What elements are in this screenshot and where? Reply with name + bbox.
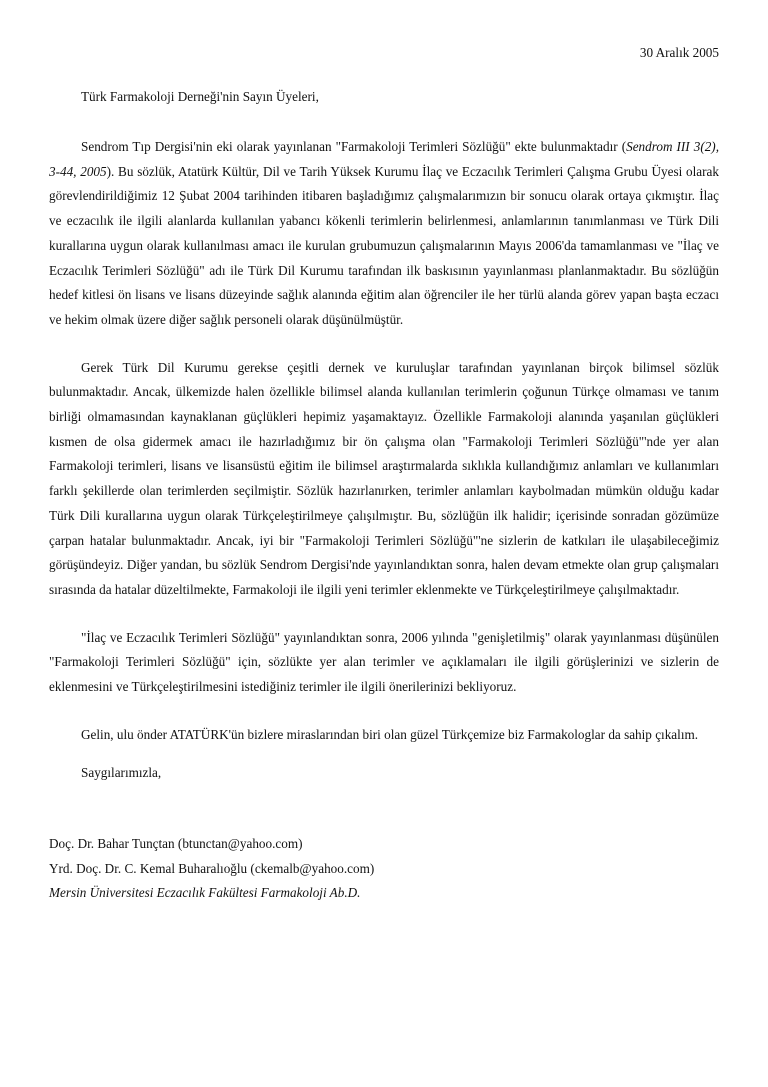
paragraph-1-text-a: Sendrom Tıp Dergisi'nin eki olarak yayınlanan "Farmakoloji Terimleri Sözlüğü" ekte bulunmaktadır ( xyxy=(81,139,627,154)
paragraph-1-text-b: ). Bu sözlük, Atatürk Kültür, Dil ve Tarih Yüksek Kurumu İlaç ve Eczacılık Terimleri Çalışma Grubu Üyesi olarak görevlendirildiğimiz 12 Şubat 2004 tarihinden itibaren başladığımız çalışmalarımızın bir sonucu olarak ortaya çıkmıştır. İlaç ve eczacılık ile ilgili alanlarda kullanılan yabancı kökenli terimlerin belirlenmesi, anlamlarının tanımlanması ve Türk Dili kurallarına uygun olarak kullanılması amacı ile kurulan grubumuzun çalışmalarının Mayıs 2006'da tamamlanması ve "İlaç ve Eczacılık Terimleri Sözlüğü" adı ile Türk Dil Kurumu tarafından ilk baskısının yayınlanması planlanmaktadır. Bu sözlüğün hedef kitlesi ön lisans ve lisans düzeyinde sağlık alanında eğitim alan öğrenciler ile her türlü alanda görev yapan başta eczacı ve hekim olmak üzere diğer sağlık personeli olarak düşünülmüştür. xyxy=(49,163,719,327)
signature-line-2: Yrd. Doç. Dr. C. Kemal Buharalıoğlu (ckemalb@yahoo.com) xyxy=(49,860,375,876)
journal-citation: Sendrom III 3(2), 3-44, 2005 xyxy=(49,139,719,179)
paragraph-2: Gerek Türk Dil Kurumu gerekse çeşitli dernek ve kuruluşlar tarafından yayınlanan birçok bilimsel sözlük bulunmaktadır. Ancak, ülkemizde halen özellikle bilimsel alanda kullanılan terimlerin çoğunun Türkçe olmaması ve tanım birliği olmamasından kaynaklanan güçlükleri hepimiz yaşamaktayız. Özellikle Farmakoloji alanında yaşanılan güçlükleri kısmen de olsa gidermek amacı ile hazırladığımız bir ön çalışma olan "Farmakoloji Terimleri Sözlüğü"'nde yer alan Farmakoloji terimleri, lisans ve lisansüstü eğitim ile bilimsel araştırmalarda sıklıkla kullandığımız anlamları ve kullanımları farklı şekillerde olan terimlerden seçilmiştir. Sözlük hazırlanırken, terimler anlamları kaybolmadan mümkün olduğu kadar Türk Dili kurallarına uygun olarak Türkçeleştirilmeye çalışılmıştır. Bu, sözlüğün ilk halidir; içerisinde sonradan gözümüze çarpan hatalar bulunmaktadır. Ancak, iyi bir "Farmakoloji Terimleri Sözlüğü"'ne sizlerin de katkıları ile ulaşabileceğimiz görüşündeyiz. Diğer yandan, bu sözlük Sendrom Dergisi'nde yayınlandıktan sonra, halen devam etmekte olan grup çalışmaları sırasında da hatalar düzeltilmekte, Farmakoloji ile ilgili yeni terimler eklenmekte ve Türkçeleştirilmeye çalışılmaktadır. xyxy=(49,359,719,597)
closing: Saygılarımızla, xyxy=(81,765,162,781)
paragraph-3: "İlaç ve Eczacılık Terimleri Sözlüğü" yayınlandıktan sonra, 2006 yılında "genişletilmiş" olarak yayınlanması düşünülen "Farmakoloji Terimleri Sözlüğü" için, sözlükte yer alan terimler ve açıklamaları ile ilgili görüşlerinizi ve sizlerin de eklenmesini ve Türkçeleştirilmesini istediğiniz terimler ile ilgili önerilerinizi bekliyoruz. xyxy=(49,629,719,695)
affiliation: Mersin Üniversitesi Eczacılık Fakültesi Farmakoloji Ab.D. xyxy=(49,885,361,901)
letter-date: 30 Aralık 2005 xyxy=(639,45,719,60)
signature-block xyxy=(49,832,719,906)
paragraph-4: Gelin, ulu önder ATATÜRK'ün bizlere miraslarından biri olan güzel Türkçemize biz Farmakologlar da sahip çıkalım. xyxy=(81,726,699,742)
paragraph-1 xyxy=(49,135,719,333)
signature-line-1: Doç. Dr. Bahar Tunçtan (btunctan@yahoo.com) xyxy=(49,836,303,852)
salutation: Türk Farmakoloji Derneği'nin Sayın Üyeleri, xyxy=(81,89,319,104)
